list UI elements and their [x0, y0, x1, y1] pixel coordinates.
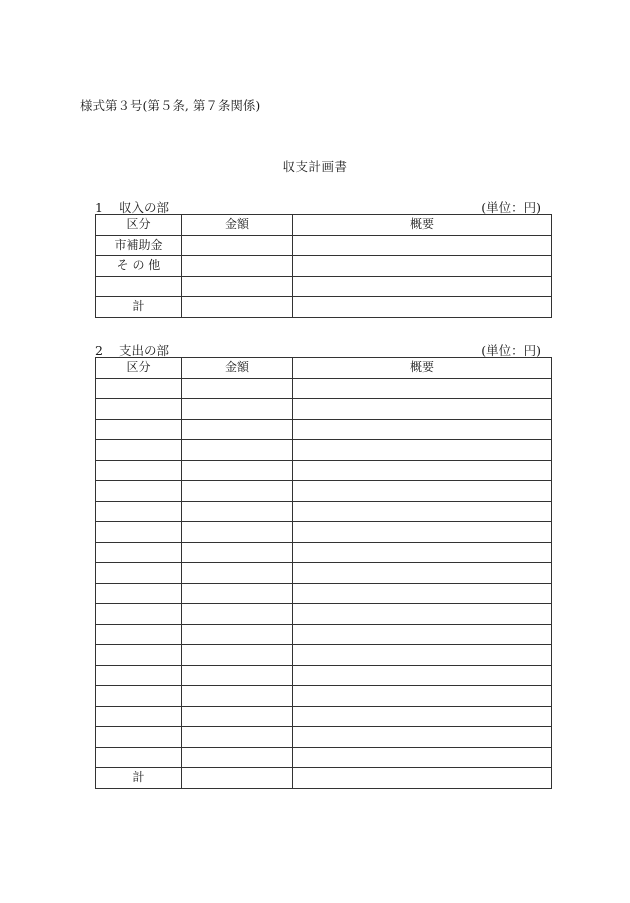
expense-table-row [96, 460, 552, 481]
income-amount-cell [182, 235, 293, 256]
expense-summary-cell [293, 542, 552, 563]
expense-category-cell [96, 563, 182, 584]
expense-table [95, 357, 552, 789]
form-number: 様式第３号(第５条, 第７条関係) [80, 98, 261, 113]
income-header-amount: 金額 [182, 215, 293, 236]
expense-amount-cell [182, 604, 293, 625]
expense-amount-cell [182, 563, 293, 584]
expense-section-label: 支出の部 [119, 343, 170, 358]
expense-category-cell [96, 460, 182, 481]
document-title: 収支計画書 [282, 159, 348, 174]
income-header-summary: 概要 [293, 215, 552, 236]
expense-summary-cell [293, 501, 552, 522]
expense-summary-cell [293, 686, 552, 707]
expense-table-row [96, 768, 552, 789]
expense-summary-cell [293, 481, 552, 502]
expense-amount-cell [182, 665, 293, 686]
expense-category-cell [96, 747, 182, 768]
expense-category-cell [96, 542, 182, 563]
income-amount-cell [182, 256, 293, 277]
expense-unit-label: (単位：円) [481, 343, 541, 358]
expense-amount-cell [182, 542, 293, 563]
expense-table-row [96, 542, 552, 563]
expense-header-category: 区分 [96, 358, 182, 379]
expense-header-summary: 概要 [293, 358, 552, 379]
expense-table-row [96, 481, 552, 502]
income-unit-label: (単位：円) [481, 200, 541, 215]
expense-table-row [96, 399, 552, 420]
income-category-cell [96, 276, 182, 297]
expense-summary-cell [293, 604, 552, 625]
income-amount-cell [182, 276, 293, 297]
expense-amount-cell [182, 747, 293, 768]
expense-summary-cell [293, 768, 552, 789]
expense-summary-cell [293, 645, 552, 666]
income-header-row [96, 215, 552, 236]
expense-amount-cell [182, 481, 293, 502]
expense-category-cell [96, 645, 182, 666]
income-section-heading [95, 198, 551, 214]
expense-category-cell [96, 706, 182, 727]
expense-header-amount: 金額 [182, 358, 293, 379]
expense-amount-cell [182, 399, 293, 420]
income-summary-cell [293, 235, 552, 256]
expense-amount-cell [182, 727, 293, 748]
income-section-label: 収入の部 [119, 200, 170, 215]
expense-amount-cell [182, 645, 293, 666]
expense-table-row [96, 522, 552, 543]
expense-category-cell [96, 501, 182, 522]
income-category-cell: そ の 他 [96, 256, 182, 277]
income-table-row [96, 297, 552, 318]
expense-header-row [96, 358, 552, 379]
expense-category-cell [96, 399, 182, 420]
expense-table-row [96, 747, 552, 768]
expense-table-row [96, 624, 552, 645]
expense-table-row [96, 419, 552, 440]
income-category-cell: 計 [96, 297, 182, 318]
expense-table-row [96, 440, 552, 461]
income-table-row [96, 235, 552, 256]
income-table-body [96, 235, 552, 317]
income-table [95, 214, 552, 318]
expense-summary-cell [293, 583, 552, 604]
expense-table-row [96, 563, 552, 584]
income-summary-cell [293, 256, 552, 277]
income-amount-cell [182, 297, 293, 318]
expense-amount-cell [182, 706, 293, 727]
expense-summary-cell [293, 460, 552, 481]
expense-table-row [96, 706, 552, 727]
income-header-category: 区分 [96, 215, 182, 236]
expense-summary-cell [293, 727, 552, 748]
expense-amount-cell [182, 501, 293, 522]
expense-table-body [96, 378, 552, 788]
expense-summary-cell [293, 563, 552, 584]
income-table-row [96, 276, 552, 297]
expense-category-cell [96, 522, 182, 543]
expense-summary-cell [293, 522, 552, 543]
expense-category-cell [96, 440, 182, 461]
income-category-cell: 市補助金 [96, 235, 182, 256]
expense-category-cell [96, 624, 182, 645]
expense-summary-cell [293, 419, 552, 440]
income-table-row [96, 256, 552, 277]
income-section-number: 1 [95, 200, 103, 215]
expense-summary-cell [293, 624, 552, 645]
expense-summary-cell [293, 399, 552, 420]
expense-table-row [96, 583, 552, 604]
expense-table-row [96, 645, 552, 666]
expense-amount-cell [182, 378, 293, 399]
expense-amount-cell [182, 440, 293, 461]
expense-table-row [96, 727, 552, 748]
expense-category-cell [96, 604, 182, 625]
expense-table-row [96, 604, 552, 625]
expense-section-number: 2 [95, 343, 103, 358]
expense-table-row [96, 686, 552, 707]
expense-amount-cell [182, 624, 293, 645]
expense-table-row [96, 665, 552, 686]
income-summary-cell [293, 276, 552, 297]
expense-category-cell [96, 686, 182, 707]
income-summary-cell [293, 297, 552, 318]
expense-summary-cell [293, 440, 552, 461]
expense-section-heading [95, 341, 551, 357]
expense-category-cell [96, 727, 182, 748]
expense-category-cell [96, 481, 182, 502]
expense-category-cell: 計 [96, 768, 182, 789]
expense-amount-cell [182, 419, 293, 440]
expense-table-row [96, 378, 552, 399]
expense-amount-cell [182, 768, 293, 789]
expense-category-cell [96, 665, 182, 686]
expense-summary-cell [293, 706, 552, 727]
expense-category-cell [96, 378, 182, 399]
expense-category-cell [96, 583, 182, 604]
expense-summary-cell [293, 747, 552, 768]
expense-amount-cell [182, 522, 293, 543]
expense-amount-cell [182, 686, 293, 707]
expense-summary-cell [293, 378, 552, 399]
expense-amount-cell [182, 583, 293, 604]
expense-amount-cell [182, 460, 293, 481]
expense-category-cell [96, 419, 182, 440]
expense-summary-cell [293, 665, 552, 686]
expense-table-row [96, 501, 552, 522]
